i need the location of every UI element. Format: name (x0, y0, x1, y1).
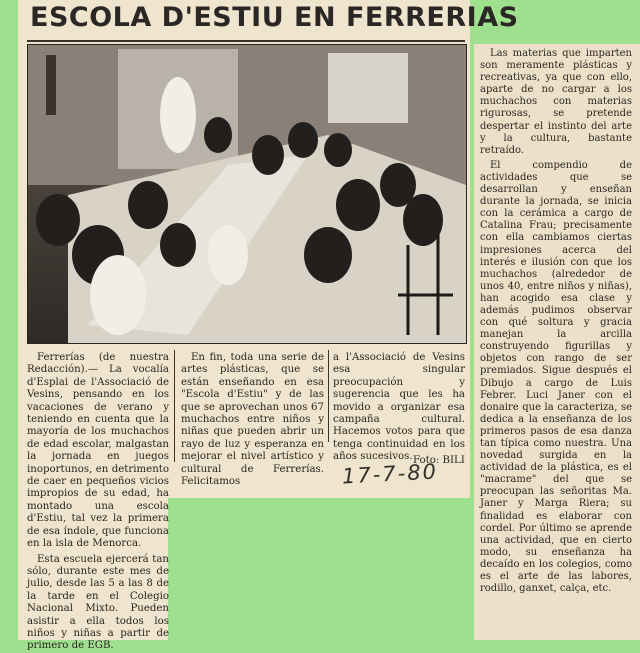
handwritten-date: 17-7-80 (341, 459, 439, 489)
column-2 (181, 352, 324, 488)
column-divider-2 (328, 350, 329, 442)
photo-credit: Foto: BILI (413, 455, 465, 466)
column-3-paragraph: a l'Associació de Vesins esa singular preocupación y sugerencia que les ha movido a organizar esa campaña cultural. Hacemos votos para que tenga continuidad en los años sucesivos. (333, 352, 465, 463)
news-photo (27, 44, 467, 344)
column-1-paragraph: Ferrerías (de nuestra Redacción).— La vocalía d'Esplai de l'Associació de Vesins, pensando en los vacaciones de verano y teniendo en cuenta que la mayoría de los muchachos de edad escolar, malgastan la jornada en juegos inoportunos, en detrimento de caer en pequeños vicios impropios de su edad, ha montado una escola d'Estiu, tal vez la primera de esa índole, que funciona en la isla de Menorca. (27, 352, 169, 550)
column-4-paragraph: Las materias que imparten son meramente plásticas y recreativas, ya que con ello, aparte de no cargar a los muchachos con materias rigurosas, se pretende despertar el instinto del arte y la cultura, bastante retraído. (480, 48, 632, 156)
column-4-paragraph: El compendio de actividades que se desarrollan y enseñan durante la jornada, se inicia con la cerámica a cargo de Catalina Frau; precisamente con ella cambiamos ciertas impresiones acerca del interés e ilusión con que los muchachos (alrededor de unos 40, entre niños y niñas), han acogido esa clase y además pudimos observar con qué soltura y gracia manejan la arcilla construyendo figurillas y objetos con rango de ser premiados. Sigue después el Dibujo a cargo de Luis Febrer. Luci Janer con el donaire que la caracteriza, se dedica a la enseñanza de los primeros pasos de esa danza tan típica como nuestra. Una novedad surgida en la actividad de la plástica, es el "macrame" del que se preocupan las señoritas Ma. Janer y Marga Riera; su finalidad es elaborar con cordel. Por último se aprende una actividad, que en cierto modo, su enseñanza ha decaído en los colegios, como es el arte de las labores, rodillo, ganxet, calça, etc. (480, 159, 632, 595)
column-4 (480, 48, 632, 636)
column-divider-1 (174, 350, 175, 462)
headline-rule (27, 40, 465, 42)
column-1 (27, 352, 169, 652)
column-1-paragraph: Esta escuela ejercerá tan sólo, durante este mes de julio, desde las 5 a las 8 de la tarde en el Colegio Nacional Mixto. Pueden asistir a ella todos los niños y niñas a partir de primero de EGB. (27, 553, 169, 652)
column-2-paragraph: En fin, toda una serie de artes plásticas, que se están enseñando en esa "Escola d'Estiu" y de las que se aprovechan unos 67 muchachos entre niños y niñas que pueden abrir un rayo de luz y esperanza en mejorar el nivel artístico y cultural de Ferrerías. Felicitamos (181, 352, 324, 488)
headline: ESCOLA D'ESTIU EN FERRERIAS (30, 2, 519, 33)
photo-illustration (28, 45, 466, 343)
